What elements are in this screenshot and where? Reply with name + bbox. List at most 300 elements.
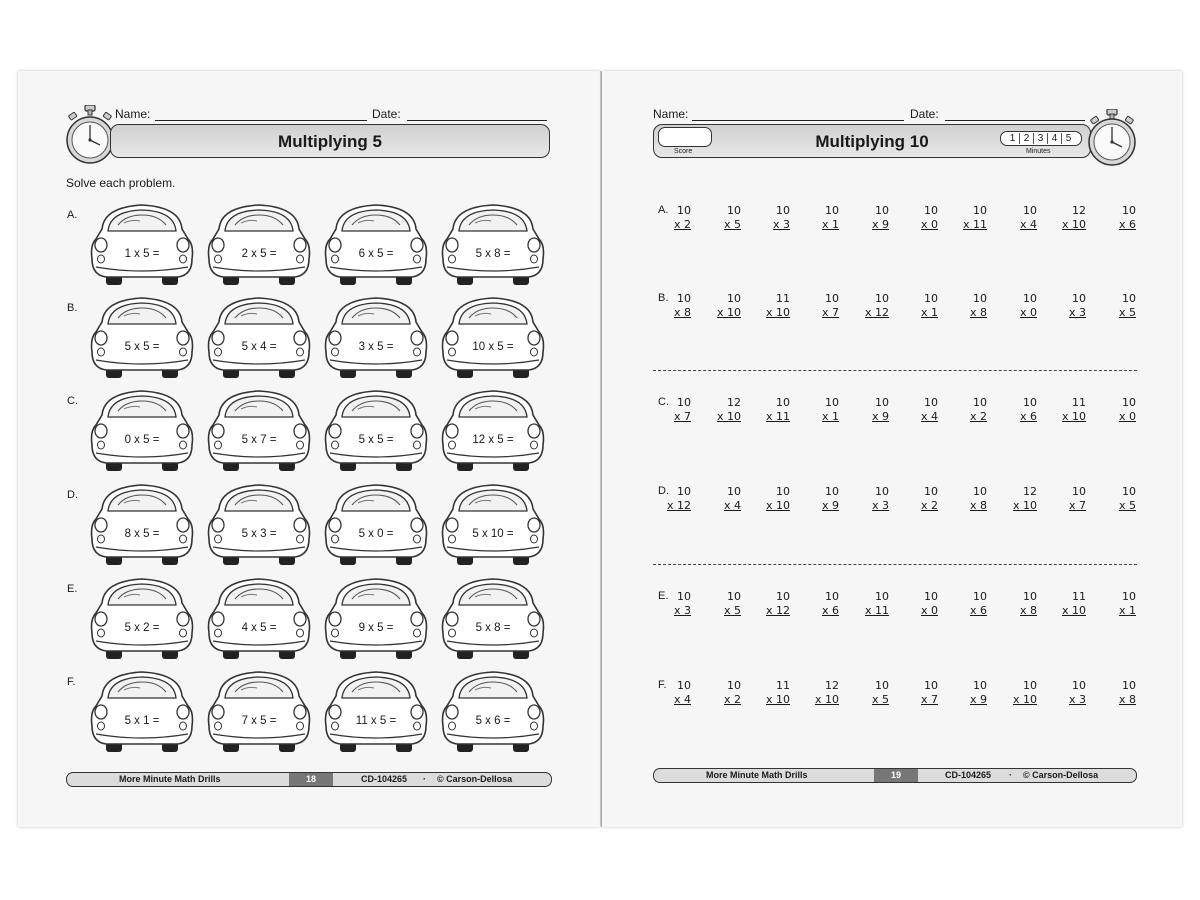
problem-bottom: x 7 [673,410,691,423]
problem-bottom: x 9 [871,218,889,231]
problem-text: 5 x 4 = [241,341,277,353]
problem-text: 5 x 8 = [475,248,511,260]
problem-top: 10 [825,292,839,305]
problem-bottom: x 4 [1019,218,1037,231]
vertical-problem [701,396,741,424]
car-illustration [205,481,313,567]
car-illustration [322,387,430,473]
car-illustration [322,294,430,380]
problem-top: 10 [924,485,938,498]
footer-book-title: More Minute Math Drills [706,770,808,780]
stopwatch-icon [1086,109,1138,174]
problem-text: 5 x 0 = [358,528,394,540]
problem-top: 10 [924,679,938,692]
problem-top: 10 [924,396,938,409]
problem-top: 11 [776,292,790,305]
car-problem [322,294,430,380]
minutes-label: Minutes [1026,148,1051,155]
problem-top: 10 [727,679,741,692]
row-letter: F. [658,679,667,691]
right-page [602,71,1182,827]
vertical-problem [1096,679,1136,707]
car-problem [322,387,430,473]
vertical-problem [651,590,691,618]
car-problem [439,201,547,287]
problem-top: 11 [776,679,790,692]
problem-top: 10 [1023,590,1037,603]
vertical-problem [947,485,987,513]
dotted-divider [653,370,1137,371]
vertical-problem [947,292,987,320]
problem-bottom: x 1 [821,410,839,423]
vertical-problem [947,590,987,618]
vertical-problem [849,679,889,707]
score-box[interactable] [658,127,712,147]
vertical-problem [799,292,839,320]
vertical-problem [849,396,889,424]
car-problem [439,575,547,661]
vertical-problem [1096,204,1136,232]
car-illustration [205,201,313,287]
vertical-problem [947,679,987,707]
minutes-box [1000,131,1082,146]
vertical-problem [849,590,889,618]
footer-dot: · [423,774,426,784]
problem-top: 10 [875,485,889,498]
problem-bottom: x 0 [920,218,938,231]
problem-top: 10 [1122,679,1136,692]
page-title: Multiplying 10 [815,132,929,151]
problem-bottom: x 7 [821,306,839,319]
problem-bottom: x 5 [871,693,889,706]
problem-bottom: x 10 [1012,693,1037,706]
instructions: Solve each problem. [66,176,176,190]
problem-bottom: x 3 [673,604,691,617]
problem-bottom: x 3 [871,499,889,512]
vertical-problem [849,485,889,513]
vertical-problem [1096,485,1136,513]
problem-bottom: x 10 [1061,218,1086,231]
car-illustration [88,575,196,661]
problem-bottom: x 5 [723,218,741,231]
row-letter: C. [658,396,669,408]
vertical-problem [750,679,790,707]
problem-text: 6 x 5 = [358,248,394,260]
vertical-problem [997,590,1037,618]
problem-top: 10 [875,204,889,217]
problem-top: 12 [1023,485,1037,498]
problem-bottom: x 6 [821,604,839,617]
stopwatch-icon [64,105,116,170]
vertical-problem [898,485,938,513]
footer-dot: · [1009,770,1012,780]
name-label: Name: [115,107,151,121]
minute-option[interactable]: 4 [1048,133,1062,144]
vertical-problem [1046,590,1086,618]
problem-bottom: x 1 [821,218,839,231]
problem-top: 10 [973,396,987,409]
problem-bottom: x 11 [765,410,790,423]
footer-code: CD-104265 [361,774,408,784]
vertical-problem [898,679,938,707]
problem-bottom: x 7 [920,693,938,706]
problem-text: 2 x 5 = [241,248,277,260]
car-illustration [322,481,430,567]
car-problem [439,294,547,380]
problem-top: 10 [1122,590,1136,603]
car-problem [88,481,196,567]
problem-top: 10 [875,396,889,409]
problem-top: 10 [1072,485,1086,498]
problem-top: 10 [677,679,691,692]
vertical-problem [799,485,839,513]
car-problem [439,481,547,567]
problem-top: 10 [875,590,889,603]
car-illustration [439,387,547,473]
left-page [18,71,600,827]
vertical-problem [898,204,938,232]
vertical-problem [1046,679,1086,707]
name-field[interactable] [692,120,904,121]
footer-book-title: More Minute Math Drills [119,774,221,784]
name-field[interactable] [155,120,367,121]
problem-text: 0 x 5 = [124,434,160,446]
car-illustration [322,668,430,754]
problem-top: 10 [776,485,790,498]
minute-option[interactable]: 5 [1065,133,1072,144]
vertical-problem [947,204,987,232]
vertical-problem [651,485,691,513]
problem-top: 10 [727,292,741,305]
problem-bottom: x 2 [920,499,938,512]
problem-bottom: x 7 [1068,499,1086,512]
problem-top: 10 [776,204,790,217]
car-illustration [88,294,196,380]
problem-bottom: x 10 [1061,410,1086,423]
car-illustration [88,201,196,287]
problem-top: 10 [677,204,691,217]
problem-bottom: x 10 [765,499,790,512]
problem-bottom: x 4 [723,499,741,512]
problem-top: 10 [1023,679,1037,692]
row-letter: A. [67,209,78,221]
vertical-problem [997,396,1037,424]
car-problem [322,201,430,287]
problem-bottom: x 10 [765,306,790,319]
problem-top: 10 [677,590,691,603]
date-field[interactable] [407,120,547,121]
problem-top: 10 [727,590,741,603]
problem-bottom: x 10 [1012,499,1037,512]
problem-bottom: x 8 [969,306,987,319]
problem-bottom: x 6 [1019,410,1037,423]
problem-bottom: x 1 [920,306,938,319]
problem-bottom: x 3 [1068,306,1086,319]
car-problem [88,201,196,287]
vertical-problem [898,292,938,320]
problem-bottom: x 6 [969,604,987,617]
vertical-problem [1046,396,1086,424]
problem-top: 10 [1122,396,1136,409]
problem-bottom: x 8 [1118,693,1136,706]
problem-bottom: x 10 [765,693,790,706]
vertical-problem [947,396,987,424]
minute-option[interactable]: 3 [1034,133,1048,144]
problem-bottom: x 12 [765,604,790,617]
car-problem [88,387,196,473]
vertical-problem [701,204,741,232]
car-problem [88,294,196,380]
car-illustration [439,294,547,380]
vertical-problem [997,204,1037,232]
vertical-problem [997,485,1037,513]
vertical-problem [750,204,790,232]
car-problem [205,575,313,661]
problem-top: 10 [875,679,889,692]
vertical-problem [849,292,889,320]
problem-bottom: x 11 [962,218,987,231]
problem-text: 5 x 5 = [124,341,160,353]
problem-text: 9 x 5 = [358,622,394,634]
problem-bottom: x 4 [920,410,938,423]
dotted-divider [653,564,1137,565]
vertical-problem [1096,292,1136,320]
vertical-problem [997,292,1037,320]
vertical-problem [898,590,938,618]
minute-option[interactable]: 1 [1006,133,1020,144]
problem-text: 5 x 10 = [472,528,514,540]
car-illustration [322,575,430,661]
problem-top: 10 [1072,679,1086,692]
problem-bottom: x 5 [1118,306,1136,319]
vertical-problem [750,396,790,424]
page-title: Multiplying 5 [278,132,382,151]
car-problem [205,668,313,754]
car-problem [205,481,313,567]
problem-top: 10 [875,292,889,305]
problem-top: 10 [924,204,938,217]
problem-bottom: x 9 [871,410,889,423]
vertical-problem [1046,485,1086,513]
problem-bottom: x 2 [723,693,741,706]
problem-top: 10 [825,485,839,498]
vertical-problem [701,590,741,618]
date-label: Date: [910,107,939,121]
problem-top: 10 [973,590,987,603]
problem-bottom: x 4 [673,693,691,706]
problem-top: 10 [1122,204,1136,217]
car-problem [322,668,430,754]
problem-text: 11 x 5 = [355,715,397,727]
problem-top: 12 [825,679,839,692]
date-field[interactable] [945,120,1085,121]
car-problem [439,668,547,754]
problem-top: 12 [727,396,741,409]
problem-top: 10 [973,204,987,217]
problem-bottom: x 8 [969,499,987,512]
problem-text: 5 x 3 = [241,528,277,540]
car-illustration [205,294,313,380]
problem-bottom: x 8 [673,306,691,319]
problem-bottom: x 0 [920,604,938,617]
car-illustration [205,668,313,754]
problem-text: 10 x 5 = [472,341,514,353]
problem-text: 5 x 1 = [124,715,160,727]
problem-top: 11 [1072,590,1086,603]
problem-top: 10 [825,590,839,603]
problem-text: 3 x 5 = [358,341,394,353]
problem-top: 10 [1122,292,1136,305]
problem-bottom: x 5 [723,604,741,617]
row-letter: B. [67,302,78,314]
problem-top: 10 [776,590,790,603]
car-illustration [439,575,547,661]
problem-text: 5 x 8 = [475,622,511,634]
problem-bottom: x 0 [1019,306,1037,319]
vertical-problem [701,485,741,513]
row-letter: E. [658,590,669,602]
row-letter: D. [658,485,669,497]
vertical-problem [750,292,790,320]
car-illustration [439,668,547,754]
problem-text: 5 x 7 = [241,434,277,446]
problem-top: 10 [776,396,790,409]
problem-bottom: x 0 [1118,410,1136,423]
problem-text: 5 x 6 = [475,715,511,727]
problem-bottom: x 9 [821,499,839,512]
car-problem [322,575,430,661]
problem-top: 10 [924,292,938,305]
vertical-problem [898,396,938,424]
footer-code: CD-104265 [945,770,992,780]
problem-bottom: x 10 [814,693,839,706]
page-number: 18 [289,773,333,786]
problem-bottom: x 10 [716,410,741,423]
name-label: Name: [653,107,689,121]
vertical-problem [651,204,691,232]
problem-top: 10 [1023,396,1037,409]
problem-bottom: x 3 [772,218,790,231]
car-illustration [439,201,547,287]
problem-bottom: x 10 [716,306,741,319]
row-letter: E. [67,583,78,595]
car-illustration [88,387,196,473]
vertical-problem [799,590,839,618]
problem-bottom: x 1 [1118,604,1136,617]
row-letter: D. [67,489,78,501]
car-problem [439,387,547,473]
score-label: Score [674,148,693,155]
title-bar [110,124,550,158]
page-number: 19 [874,769,918,782]
problem-top: 10 [973,485,987,498]
vertical-problem [651,396,691,424]
problem-bottom: x 12 [864,306,889,319]
car-illustration [88,668,196,754]
car-problem [88,668,196,754]
vertical-problem [651,679,691,707]
vertical-problem [1046,292,1086,320]
car-illustration [88,481,196,567]
problem-top: 10 [973,679,987,692]
problem-top: 10 [1023,292,1037,305]
vertical-problem [997,679,1037,707]
row-letter: C. [67,395,78,407]
problem-top: 10 [727,485,741,498]
footer [66,772,552,787]
car-problem [205,294,313,380]
row-letter: A. [658,204,669,216]
problem-text: 7 x 5 = [241,715,277,727]
problem-top: 10 [1122,485,1136,498]
car-illustration [322,201,430,287]
problem-bottom: x 8 [1019,604,1037,617]
vertical-problem [750,485,790,513]
problem-bottom: x 11 [864,604,889,617]
vertical-problem [1096,396,1136,424]
car-problem [88,575,196,661]
problem-top: 10 [973,292,987,305]
vertical-problem [1096,590,1136,618]
car-illustration [205,575,313,661]
car-illustration [439,481,547,567]
problem-bottom: x 5 [1118,499,1136,512]
problem-top: 10 [677,485,691,498]
problem-text: 5 x 5 = [358,434,394,446]
problem-bottom: x 2 [969,410,987,423]
problem-top: 10 [825,396,839,409]
car-problem [205,201,313,287]
problem-top: 10 [1023,204,1037,217]
footer-publisher: © Carson-Dellosa [1023,770,1099,780]
row-letter: F. [67,676,76,688]
row-letter: B. [658,292,669,304]
vertical-problem [701,292,741,320]
vertical-problem [750,590,790,618]
problem-bottom: x 12 [666,499,691,512]
vertical-problem [799,204,839,232]
vertical-problem [1046,204,1086,232]
problem-bottom: x 10 [1061,604,1086,617]
problem-text: 4 x 5 = [241,622,277,634]
problem-top: 10 [1072,292,1086,305]
problem-text: 12 x 5 = [472,434,514,446]
footer-publisher: © Carson-Dellosa [437,774,513,784]
problem-top: 10 [924,590,938,603]
problem-top: 10 [677,292,691,305]
problem-bottom: x 9 [969,693,987,706]
problem-text: 1 x 5 = [124,248,160,260]
vertical-problem [849,204,889,232]
car-problem [322,481,430,567]
date-label: Date: [372,107,401,121]
problem-bottom: x 3 [1068,693,1086,706]
problem-bottom: x 2 [673,218,691,231]
car-illustration [205,387,313,473]
footer [653,768,1137,783]
vertical-problem [799,396,839,424]
vertical-problem [799,679,839,707]
problem-text: 5 x 2 = [124,622,160,634]
vertical-problem [651,292,691,320]
problem-top: 10 [825,204,839,217]
problem-bottom: x 6 [1118,218,1136,231]
vertical-problem [701,679,741,707]
car-problem [205,387,313,473]
problem-text: 8 x 5 = [124,528,160,540]
problem-top: 10 [677,396,691,409]
minute-option[interactable]: 2 [1020,133,1034,144]
